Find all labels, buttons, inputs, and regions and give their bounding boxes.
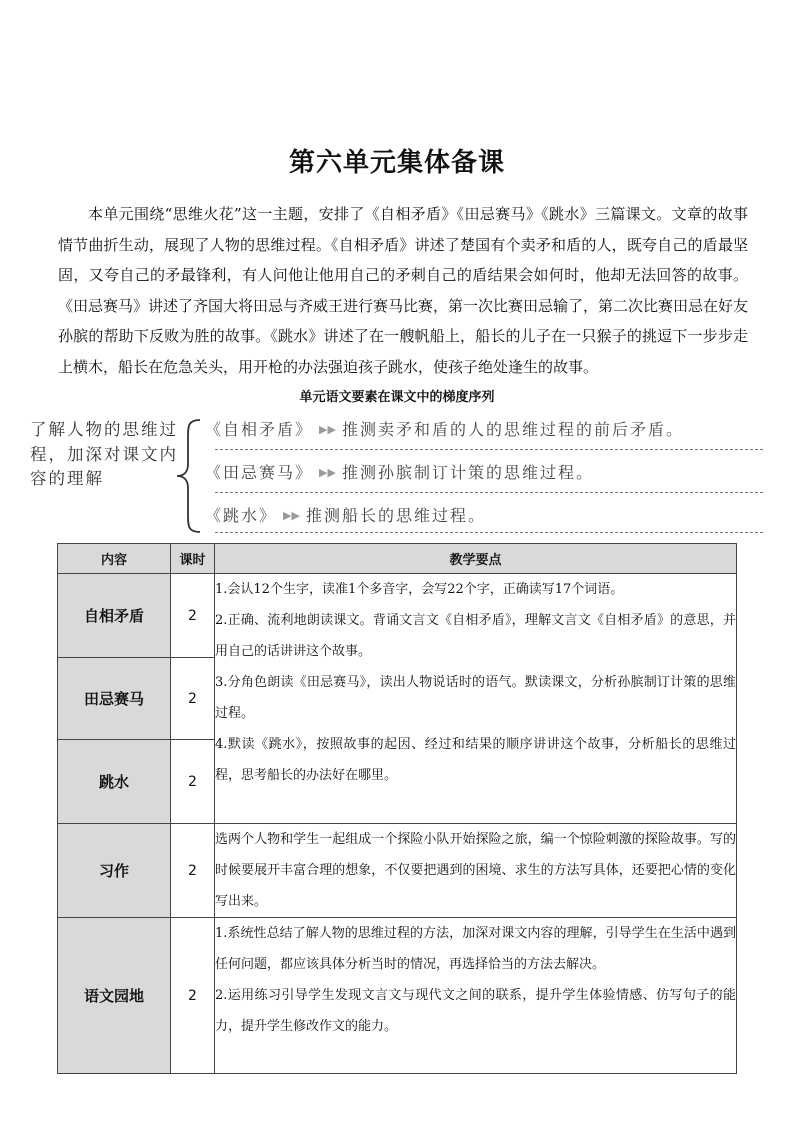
sequence-lesson-title: 《自相矛盾》 [205, 420, 314, 439]
key-point: 2.正确、流利地朗读课文。背诵文言文《自相矛盾》，理解文言文《自相矛盾》的意思，并用自己的话讲讲这个故事。 [215, 613, 736, 659]
key-point: 4.默读《跳水》，按照故事的起因、经过和结果的顺序讲讲这个故事，分析船长的思维过程，思考船长的办法好在哪里。 [215, 737, 736, 783]
divider [215, 449, 763, 450]
sequence-goal: 了解人物的思维过程，加深对课文内容的理解 [30, 420, 178, 488]
table-row [58, 574, 737, 658]
double-arrow-icon: ▶▶ [283, 509, 300, 522]
double-arrow-icon: ▶▶ [319, 423, 336, 436]
page-title: 第六单元集体备课 [288, 148, 505, 178]
row-hours: 2 [171, 918, 215, 1074]
sequence-lesson-title: 《跳水》 [205, 506, 278, 525]
key-point: 2.运用练习引导学生发现文言文与现代文之间的联系，提升学生体验情感、仿写句子的能力，提升学生修改作文的能力。 [215, 988, 736, 1034]
sequence-item [205, 461, 765, 495]
key-point: 1.会认12个生字，读准1个多音字，会写22个字，正确读写17个词语。 [215, 582, 624, 597]
sequence-lesson-point: 推测卖矛和盾的人的思维过程的前后矛盾。 [341, 420, 684, 439]
intro-paragraph: 本单元围绕“思维火花”这一主题，安排了《自相矛盾》《田忌赛马》《跳水》三篇课文。文章的故事情节曲折生动，展现了人物的思维过程。《自相矛盾》讲述了楚国有个卖矛和盾的人，既夸自己的盾最坚固，又夸自己的矛最锋利，有人问他让他用自己的矛刺自己的盾结果会如何时，他却无法回答的故事。《田忌赛马》讲述了齐国大将田忌与齐威王进行赛马比赛，第一次比赛田忌输了，第二次比赛田忌在好友孙膑的帮助下反败为胜的故事。《跳水》讲述了在一艘帆船上，船长的儿子在一只猴子的挑逗下一步步走上横木，船长在危急关头，用开枪的办法强迫孩子跳水，使孩子绝处逢生的故事。 [58, 205, 749, 376]
row-name: 跳水 [58, 740, 171, 824]
header-hours: 课时 [171, 544, 215, 574]
table-header-row [58, 544, 737, 574]
row-hours: 2 [171, 574, 215, 658]
sequence-lesson-title: 《田忌赛马》 [205, 463, 314, 482]
divider [215, 532, 763, 533]
divider [215, 492, 763, 493]
key-point: 选两个人物和学生一起组成一个探险小队开始探险之旅，编一个惊险刺激的探险故事。写的时候要展开丰富合理的想象，不仅要把遇到的困境、求生的方法写具体，还要把心情的变化写出来。 [215, 832, 736, 909]
lesson-key-points [215, 574, 737, 824]
key-point: 1.系统性总结了解人物的思维过程的方法，加深对课文内容的理解，引导学生在生活中遇到任何问题，都应该具体分析当时的情况，再选择恰当的方法去解决。 [215, 926, 736, 972]
row-name: 语文园地 [58, 918, 171, 1074]
row-hours: 2 [171, 658, 215, 740]
row-name: 田忌赛马 [58, 658, 171, 740]
row-hours: 2 [171, 824, 215, 918]
table-row [58, 824, 737, 918]
row-hours: 2 [171, 740, 215, 824]
double-arrow-icon: ▶▶ [319, 466, 336, 479]
header-content: 内容 [58, 544, 171, 574]
header-key-points: 教学要点 [215, 544, 737, 574]
sequence-item [205, 418, 765, 452]
table-row [58, 918, 737, 1074]
sequence-heading: 单元语文要素在课文中的梯度序列 [299, 390, 495, 405]
lesson-plan-table [57, 543, 737, 1074]
brace-icon [174, 418, 204, 534]
sequence-lesson-point: 推测孙膑制订计策的思维过程。 [341, 463, 594, 482]
garden-key-points [215, 918, 737, 1074]
sequence-lesson-point: 推测船长的思维过程。 [305, 506, 486, 525]
writing-key-points [215, 824, 737, 918]
row-name: 习作 [58, 824, 171, 918]
key-point: 3.分角色朗读《田忌赛马》，读出人物说话时的语气。默读课文，分析孙膑制订计策的思维过程。 [215, 675, 736, 721]
row-name: 自相矛盾 [58, 574, 171, 658]
